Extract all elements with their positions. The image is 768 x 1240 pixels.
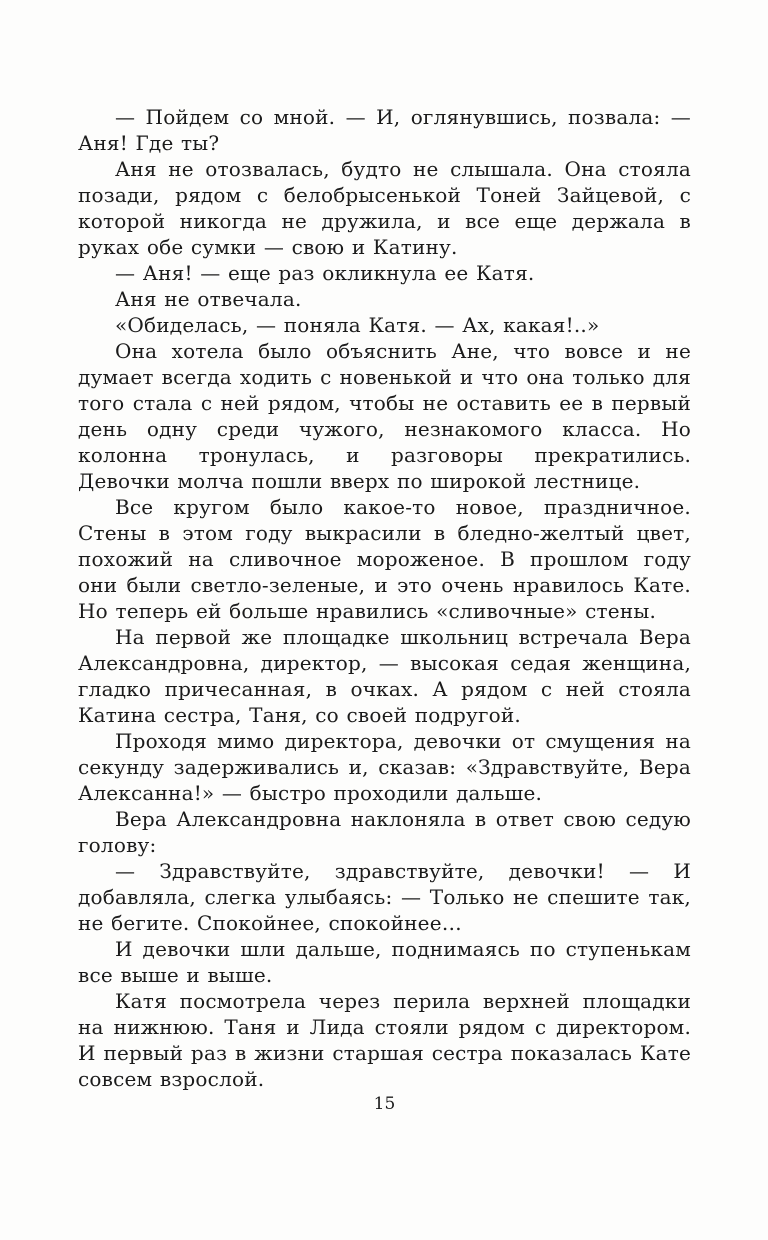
paragraph: Все кругом было какое-то новое, праздничное. Стены в этом году выкрасили в бледно-желтый цвет, похожий на сливочное мороженое. В прошлом году они были светло-зеленые, и это очень нравилось Кате. Но теперь ей больше нравились «сливочные» стены.	[78, 495, 691, 623]
paragraph: — Аня! — еще раз окликнула ее Катя.	[115, 261, 535, 285]
paragraph: На первой же площадке школьниц встречала Вера Александровна, директор, — высокая седая женщина, гладко причесанная, в очках. А рядом с ней стояла Катина сестра, Таня, со своей подругой.	[78, 625, 691, 727]
paragraph: Аня не отозвалась, будто не слышала. Она стояла позади, рядом с белобрысенькой Тоней Зайцевой, с которой никогда не дружила, и все еще держала в руках обе сумки — свою и Катину.	[78, 157, 691, 259]
paragraph: Она хотела было объяснить Ане, что вовсе и не думает всегда ходить с новенькой и что она только для того стала с ней рядом, чтобы не оставить ее в первый день одну среди чужого, незнакомого класса. Но колонна тронулась, и разговоры прекратились. Девочки молча пошли вверх по широкой лестнице.	[78, 339, 691, 493]
paragraph: — Здравствуйте, здравствуйте, девочки! — И добавляла, слегка улыбаясь: — Только не спешите так, не бегите. Спокойнее, спокойнее…	[78, 859, 691, 935]
paragraph: Вера Александровна наклоняла в ответ свою седую голову:	[78, 807, 691, 857]
page-text	[78, 104, 691, 1092]
paragraph: Аня не отвечала.	[115, 287, 302, 311]
paragraph: — Пойдем со мной. — И, оглянувшись, позвала: — Аня! Где ты?	[78, 105, 691, 155]
paragraph: Проходя мимо директора, девочки от смущения на секунду задерживались и, сказав: «Здравствуйте, Вера Алексанна!» — быстро проходили дальше.	[78, 729, 691, 805]
paragraph: «Обиделась, — поняла Катя. — Ах, какая!..»	[115, 313, 600, 337]
paragraph: Катя посмотрела через перила верхней площадки на нижнюю. Таня и Лида стояли рядом с директором. И первый раз в жизни старшая сестра показалась Кате совсем взрослой.	[78, 989, 691, 1091]
page-number: 15	[373, 1094, 396, 1114]
paragraph: И девочки шли дальше, поднимаясь по ступенькам все выше и выше.	[78, 937, 691, 987]
